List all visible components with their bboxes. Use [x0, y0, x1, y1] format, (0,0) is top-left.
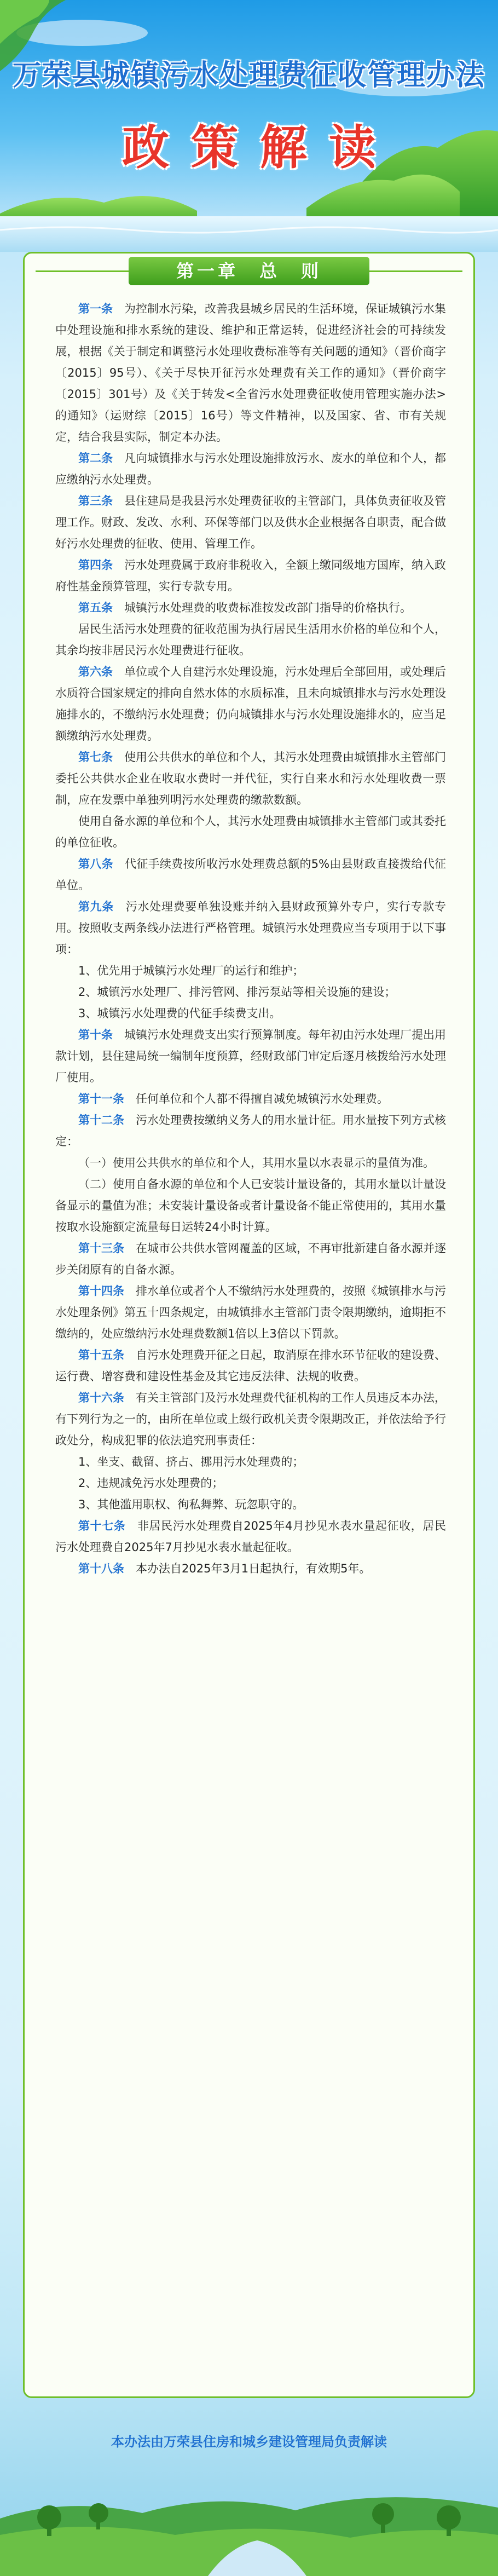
article-paragraph: [55, 298, 446, 448]
article-text: 3、其他滥用职权、徇私舞弊、玩忽职守的。: [78, 1498, 304, 1511]
header: [0, 0, 498, 252]
article-text: 自污水处理费开征之日起，取消原在排水环节征收的建设费、运行费、增容费和建设性基金及其它违反法律、法规的收费。: [55, 1348, 446, 1383]
article-number: 第六条: [78, 665, 113, 678]
article-paragraph: [55, 491, 446, 555]
article-paragraph: [55, 448, 446, 491]
chapter-title: 第一章 总 则: [129, 257, 369, 285]
article-text: 1、优先用于城镇污水处理厂的运行和维护；: [78, 964, 304, 977]
article-text: 在城市公共供水管网覆盖的区域，不再审批新建自备水源并逐步关闭原有的自备水源。: [55, 1242, 446, 1276]
article-list: [55, 298, 446, 1580]
article-paragraph: [55, 1238, 446, 1281]
article-paragraph: [55, 1558, 446, 1580]
article-text: 使用公共供水的单位和个人，其污水处理费由城镇排水主管部门委托公共供水企业在收取水费时一并代征，实行自来水和污水处理收费一票制，应在发票中单独列明污水处理费的缴款数额。: [55, 751, 446, 806]
article-paragraph: [55, 811, 446, 854]
article-paragraph: [55, 597, 446, 619]
article-paragraph: [55, 1003, 446, 1024]
article-text: 污水处理费要单独设账并纳入县财政预算外专户，实行专款专用。按照收支两条线办法进行严格管理。城镇污水处理费应当专项用于以下事项：: [55, 900, 447, 956]
article-paragraph: [55, 1451, 446, 1473]
article-paragraph: [55, 747, 446, 811]
article-number: 第八条: [78, 857, 113, 871]
article-paragraph: [55, 1024, 446, 1088]
article-paragraph: [55, 854, 446, 896]
article-number: 第十一条: [78, 1092, 124, 1105]
article-paragraph: [55, 661, 446, 747]
article-number: 第一条: [78, 302, 113, 315]
article-paragraph: [55, 1515, 446, 1558]
article-text: （二）使用自备水源的单位和个人已安装计量设备的，其用水量以计量设备显示的量值为准；未安装计量设备或者计量设备不能正常使用的，其用水量按取水设施额定流量每日运转24小时计算。: [55, 1178, 446, 1234]
article-number: 第十二条: [78, 1114, 124, 1127]
article-paragraph: [55, 619, 446, 661]
article-text: 有关主管部门及污水处理费代征机构的工作人员违反本办法，有下列行为之一的，由所在单位或上级行政机关责令限期改正，并依法给予行政处分，构成犯罪的依法追究刑事责任：: [55, 1391, 446, 1447]
article-paragraph: [55, 1473, 446, 1494]
article-text: 使用自备水源的单位和个人，其污水处理费由城镇排水主管部门或其委托的单位征收。: [55, 815, 446, 849]
footer-scenery: [0, 2453, 498, 2576]
article-paragraph: [55, 896, 446, 960]
article-text: 代征手续费按所收污水处理费总额的5%由县财政直接拨给代征单位。: [55, 857, 447, 892]
article-text: 为控制水污染，改善我县城乡居民的生活环境，保证城镇污水集中处理设施和排水系统的建设、维护和正常运转，促进经济社会的可持续发展，根据《关于制定和调整污水处理收费标准等有关问题的通知》（晋价商字〔2015〕95号）、《关于尽快开征污水处理费有关工作的通知》（晋价商字〔2015〕301号）及《关于转发<全省污水处理费征收使用管理实施办法>的通知》（运财综〔2015〕16号）等文件精神，以及国家、省、市有关规定，结合我县实际，制定本办法。: [55, 302, 446, 443]
article-text: 任何单位和个人都不得擅自减免城镇污水处理费。: [136, 1092, 389, 1105]
article-paragraph: [55, 1281, 446, 1345]
article-text: 县住建局是我县污水处理费征收的主管部门，具体负责征收及管理工作。财政、发改、水利、环保等部门以及供水企业根据各自职责，配合做好污水处理费的征收、使用、管理工作。: [55, 494, 446, 550]
article-paragraph: [55, 1152, 446, 1174]
article-text: 单位或个人自建污水处理设施，污水处理后全部回用，或处理后水质符合国家规定的排向自然水体的水质标准，且未向城镇排水与污水处理设施排水的，不缴纳污水处理费；仍向城镇排水与污水处理设施排水的，应当足额缴纳污水处理费。: [55, 665, 446, 742]
article-text: 非居民污水处理费自2025年4月抄见水表水量起征收，居民污水处理费自2025年7月抄见水表水量起征收。: [55, 1519, 446, 1554]
article-text: 污水处理费属于政府非税收入，全额上缴同级地方国库，纳入政府性基金预算管理，实行专款专用。: [55, 558, 446, 593]
article-number: 第十八条: [78, 1562, 124, 1575]
article-number: 第五条: [78, 601, 113, 614]
article-number: 第十五条: [78, 1348, 124, 1362]
article-paragraph: [55, 1174, 446, 1238]
article-paragraph: [55, 555, 446, 597]
article-number: 第十条: [78, 1028, 113, 1041]
article-text: 3、城镇污水处理费的代征手续费支出。: [78, 1007, 281, 1020]
chapter-header: [25, 253, 473, 289]
article-text: 污水处理费按缴纳义务人的用水量计征。用水量按下列方式核定：: [55, 1114, 446, 1148]
article-paragraph: [55, 1110, 446, 1152]
article-text: 城镇污水处理费的收费标准按发改部门指导的价格执行。: [124, 601, 412, 614]
page-subtitle: 政策解读: [122, 120, 398, 175]
article-paragraph: [55, 960, 446, 982]
article-number: 第十三条: [78, 1242, 124, 1255]
article-number: 第九条: [78, 900, 114, 913]
article-number: 第十七条: [78, 1519, 126, 1532]
article-text: 2、违规减免污水处理费的；: [78, 1477, 224, 1490]
footer-note: 本办法由万荣县住房和城乡建设管理局负责解读: [111, 2434, 387, 2450]
article-text: 本办法自2025年3月1日起执行，有效期5年。: [136, 1562, 371, 1575]
article-text: 城镇污水处理费支出实行预算制度。每年初由污水处理厂提出用款计划，县住建局统一编制年度预算，经财政部门审定后逐月核拨给污水处理厂使用。: [55, 1028, 446, 1084]
article-number: 第三条: [78, 494, 113, 508]
article-number: 第十四条: [78, 1284, 124, 1298]
article-text: 排水单位或者个人不缴纳污水处理费的，按照《城镇排水与污水处理条例》第五十四条规定，由城镇排水主管部门责令限期缴纳，逾期拒不缴纳的，处应缴纳污水处理费数额1倍以上3倍以下罚款。: [55, 1284, 446, 1340]
chapter-divider-right: [369, 270, 462, 272]
article-paragraph: [55, 1345, 446, 1387]
article-text: 1、坐支、截留、挤占、挪用污水处理费的；: [78, 1455, 304, 1468]
article-paragraph: [55, 1088, 446, 1110]
article-number: 第四条: [78, 558, 113, 572]
article-text: 凡向城镇排水与污水处理设施排放污水、废水的单位和个人，都应缴纳污水处理费。: [55, 452, 446, 486]
article-text: （一）使用公共供水的单位和个人，其用水量以水表显示的量值为准。: [78, 1156, 435, 1169]
article-paragraph: [55, 982, 446, 1003]
chapter-divider-left: [36, 270, 129, 272]
content-card: [23, 252, 475, 2398]
article-paragraph: [55, 1494, 446, 1515]
article-number: 第十六条: [78, 1391, 124, 1404]
article-paragraph: [55, 1387, 446, 1451]
article-text: 2、城镇污水处理厂、排污管网、排污泵站等相关设施的建设；: [78, 986, 396, 999]
article-number: 第二条: [78, 452, 113, 465]
article-number: 第七条: [78, 751, 113, 764]
article-text: 居民生活污水处理费的征收范围为执行居民生活用水价格的单位和个人，其余均按非居民污水处理费进行征收。: [55, 623, 446, 657]
page-title: 万荣县城镇污水处理费征收管理办法: [12, 59, 485, 92]
